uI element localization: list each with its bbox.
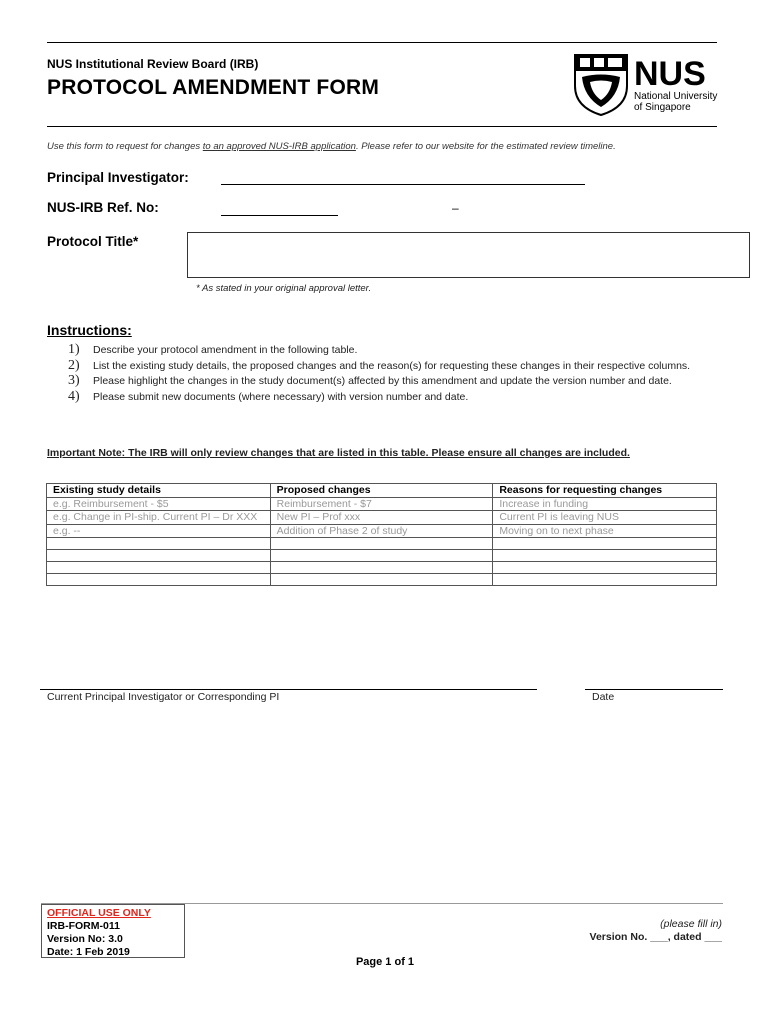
protocol-title-label: Protocol Title*: [47, 234, 139, 249]
table-cell[interactable]: [493, 538, 717, 550]
column-header: Reasons for requesting changes: [493, 484, 717, 498]
table-row-empty: [47, 550, 717, 562]
org-name: NUS Institutional Review Board (IRB): [47, 57, 259, 71]
form-date: Date: 1 Feb 2019: [47, 946, 130, 958]
nus-logo: [572, 52, 724, 118]
table-cell[interactable]: [47, 538, 271, 550]
intro-pre: Use this form to request for changes: [47, 141, 203, 152]
table-row: [47, 497, 717, 511]
svg-text:of Singapore: of Singapore: [634, 102, 691, 113]
instructions-list: [68, 343, 718, 405]
table-cell[interactable]: Addition of Phase 2 of study: [270, 524, 493, 538]
date-label: Date: [592, 691, 615, 703]
step-number: 2): [68, 357, 80, 373]
pi-signature-line[interactable]: [40, 689, 537, 690]
pi-signature-label: Current Principal Investigator or Corresponding PI: [47, 691, 280, 703]
table-cell[interactable]: [493, 562, 717, 574]
instruction-step: [68, 359, 718, 374]
date-signature-line[interactable]: [585, 689, 723, 690]
table-cell[interactable]: [47, 550, 271, 562]
step-number: 1): [68, 342, 80, 357]
intro-post: . Please refer to our website for the estimated review timeline.: [355, 141, 616, 152]
step-number: 3): [68, 373, 80, 388]
official-use-box: [41, 904, 185, 958]
table-header-row: [47, 484, 717, 498]
table-cell[interactable]: Reimbursement - $7: [270, 497, 493, 511]
column-header: Existing study details: [47, 484, 271, 498]
table-cell[interactable]: e.g. Reimbursement - $5: [47, 497, 271, 511]
amendment-table: [46, 483, 717, 586]
table-cell[interactable]: [270, 562, 493, 574]
step-text: List the existing study details, the proposed changes and the reason(s) for requesting these changes in their respective columns.: [93, 359, 691, 372]
step-text: Describe your protocol amendment in the following table.: [93, 344, 358, 356]
svg-text:NUS: NUS: [634, 55, 706, 93]
table-row-empty: [47, 574, 717, 586]
step-text: Please highlight the changes in the study document(s) affected by this amendment and update the version number and date.: [93, 375, 672, 387]
instructions-heading: Instructions:: [47, 322, 132, 338]
table-cell[interactable]: [270, 538, 493, 550]
table-cell[interactable]: New PI – Prof xxx: [270, 511, 493, 525]
intro-link[interactable]: to an approved NUS-IRB application: [202, 141, 356, 152]
page-number: Page 1 of 1: [355, 956, 415, 968]
table-cell[interactable]: [493, 574, 717, 586]
table-cell[interactable]: [47, 562, 271, 574]
intro-text: [47, 141, 616, 152]
important-note: Important Note: The IRB will only review changes that are listed in this table. Please ensure all changes are included.: [47, 447, 630, 459]
nus-crest-icon: [572, 52, 724, 118]
table-row-empty: [47, 562, 717, 574]
column-header: Proposed changes: [270, 484, 493, 498]
table-cell[interactable]: [493, 550, 717, 562]
table-row: [47, 511, 717, 525]
instruction-step: [68, 390, 718, 405]
version-dated-field[interactable]: Version No. ___, dated ___: [589, 931, 722, 943]
svg-text:National University: National University: [634, 91, 718, 102]
step-number: 4): [68, 388, 80, 404]
instruction-step: [68, 343, 718, 358]
form-id: IRB-FORM-011: [47, 920, 120, 932]
protocol-title-field[interactable]: [187, 232, 750, 278]
form-version: Version No: 3.0: [47, 933, 123, 945]
table-cell[interactable]: [270, 550, 493, 562]
top-rule: [47, 42, 717, 43]
form-title: PROTOCOL AMENDMENT FORM: [47, 76, 380, 99]
protocol-title-note: * As stated in your original approval letter.: [196, 283, 372, 294]
official-use-label: OFFICIAL USE ONLY: [47, 907, 151, 919]
table-cell[interactable]: Increase in funding: [493, 497, 717, 511]
table-row-empty: [47, 538, 717, 550]
pi-field[interactable]: [221, 184, 585, 185]
ref-field[interactable]: [221, 215, 338, 216]
table-cell[interactable]: Current PI is leaving NUS: [493, 511, 717, 525]
table-cell[interactable]: e.g. Change in PI-ship. Current PI – Dr XXX: [47, 511, 271, 525]
table-cell[interactable]: e.g. --: [47, 524, 271, 538]
table-cell[interactable]: [270, 574, 493, 586]
fill-in-note: (please fill in): [660, 918, 722, 930]
table-cell[interactable]: [47, 574, 271, 586]
instruction-step: [68, 374, 718, 389]
table-cell[interactable]: Moving on to next phase: [493, 524, 717, 538]
ref-dash: –: [452, 201, 459, 215]
step-text: Please submit new documents (where necessary) with version number and date.: [93, 390, 469, 403]
table-row: [47, 524, 717, 538]
pi-label: Principal Investigator:: [47, 170, 189, 185]
ref-label: NUS-IRB Ref. No:: [47, 200, 159, 215]
header-rule: [47, 126, 717, 127]
